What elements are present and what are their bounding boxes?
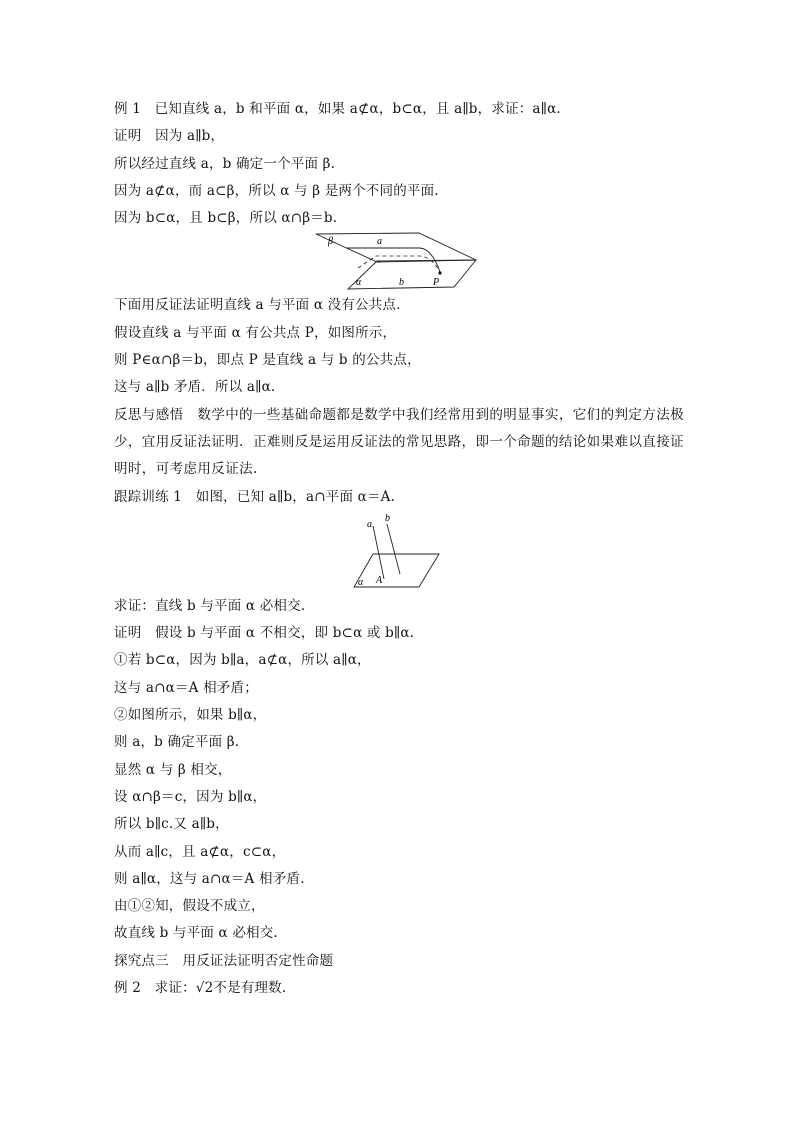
example-1-statement: 例 1 已知直线 a，b 和平面 α，如果 a⊄α，b⊂α，且 a∥b，求证：a∥α. — [114, 101, 561, 117]
proof-line: 从而 a∥c，且 a⊄α，c⊂α， — [114, 843, 286, 860]
line-a-label: a — [367, 518, 372, 530]
proof-line: 所以经过直线 a，b 确定一个平面 β. — [114, 155, 336, 172]
proof-line: 设 α∩β＝c，因为 b∥α， — [114, 788, 267, 805]
proof-line: 这与 a∥b 矛盾．所以 a∥α. — [114, 379, 276, 396]
proof-line: 证明 假设 b 与平面 α 不相交，即 b⊂α 或 b∥α. — [114, 625, 415, 642]
reflection-paragraph: 反思与感悟 数学中的一些基础命题都是数学中我们经常用到的明显事实，它们的判定方法极少，宜用反证法证明．正难则反是运用反证法的常见思路，即一个命题的结论如果难以直接证明时，可考虑用反证法. — [114, 406, 684, 478]
alpha-label: α — [358, 576, 364, 588]
proof-line: 因为 b⊂α，且 b⊂β，所以 α∩β＝b. — [114, 210, 338, 227]
alpha-label: α — [356, 277, 362, 289]
line-b-label: b — [385, 512, 390, 524]
line-a-label: a — [377, 236, 382, 248]
figure-2 — [114, 511, 684, 593]
proof-line: ①若 b⊂α，因为 b∥a，a⊄α，所以 a∥α， — [114, 652, 371, 669]
proof-line: 因为 a⊄α，而 a⊂β，所以 α 与 β 是两个不同的平面. — [114, 182, 439, 199]
line-b-label: b — [399, 277, 404, 289]
proof-line: 则 a，b 确定平面 β. — [114, 734, 240, 751]
point-a-label: A — [376, 574, 383, 586]
line-plane-intersection-diagram — [114, 511, 684, 593]
proof-line: 所以 b∥c.又 a∥b， — [114, 816, 229, 833]
section-heading: 探究点三 用反证法证明否定性命题 — [114, 952, 334, 969]
proof-line: 下面用反证法证明直线 a 与平面 α 没有公共点. — [114, 297, 401, 314]
example-2-statement: 例 2 求证：√2不是有理数. — [114, 980, 287, 997]
exercise-1-statement: 跟踪训练 1 如图，已知 a∥b，a∩平面 α＝A. — [114, 488, 396, 505]
beta-label: β — [328, 236, 333, 248]
proof-line: ②如图所示，如果 b∥α， — [114, 707, 267, 724]
document-page — [114, 96, 684, 1002]
proof-line: 证明 因为 a∥b， — [114, 128, 225, 145]
proof-line: 则 a∥α，这与 a∩α＝A 相矛盾. — [114, 870, 305, 887]
proof-line: 这与 a∩α＝A 相矛盾； — [114, 679, 258, 696]
proof-line: 故直线 b 与平面 α 必相交. — [114, 925, 278, 942]
point-p-label: P — [433, 277, 440, 289]
prove-statement: 求证：直线 b 与平面 α 必相交. — [114, 597, 306, 614]
proof-line: 显然 α 与 β 相交， — [114, 761, 232, 778]
figure-1 — [114, 232, 684, 292]
proof-line: 假设直线 a 与平面 α 有公共点 P，如图所示， — [114, 324, 397, 341]
intersecting-planes-diagram — [114, 232, 684, 292]
proof-line: 则 P∈α∩β＝b，即点 P 是直线 a 与 b 的公共点， — [114, 352, 421, 369]
proof-line: 由①②知，假设不成立， — [114, 898, 265, 915]
